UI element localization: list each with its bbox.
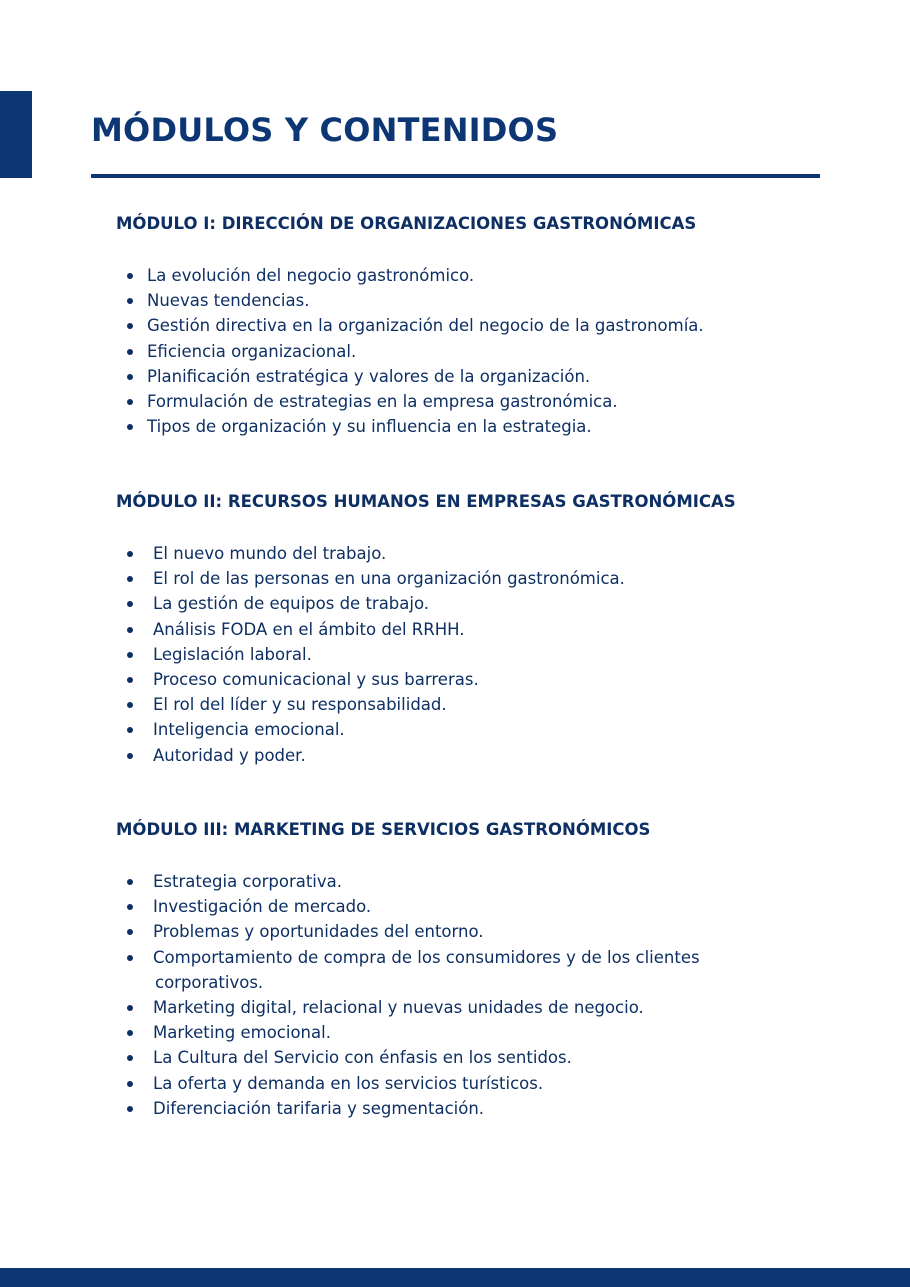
- list-item-text: Marketing emocional.: [153, 1023, 331, 1043]
- list-item-text: Proceso comunicacional y sus barreras.: [153, 670, 479, 690]
- bullet-icon: [127, 652, 133, 658]
- page-title: MÓDULOS Y CONTENIDOS: [91, 111, 559, 149]
- list-item-text: Investigación de mercado.: [153, 897, 372, 917]
- list-item-text: Problemas y oportunidades del entorno.: [153, 922, 484, 942]
- bullet-icon: [127, 1081, 133, 1087]
- list-item: [116, 1071, 816, 1096]
- list-item: [116, 389, 816, 414]
- list-item: [116, 894, 816, 919]
- bullet-icon: [127, 551, 133, 557]
- module-1-list: [116, 263, 816, 439]
- list-item: [116, 869, 816, 894]
- bullet-icon: [127, 1005, 133, 1011]
- list-item: [116, 313, 816, 338]
- list-item-text: La gestión de equipos de trabajo.: [153, 594, 430, 614]
- list-item-text: Gestión directiva en la organización del negocio de la gastronomía.: [147, 316, 704, 336]
- list-item: [116, 667, 816, 692]
- list-item-text: Formulación de estrategias en la empresa gastronómica.: [147, 392, 618, 412]
- list-item: [116, 541, 816, 566]
- list-item-text: Comportamiento de compra de los consumidores y de los clientes: [153, 947, 700, 967]
- bullet-icon: [127, 879, 133, 885]
- bullet-icon: [127, 727, 133, 733]
- bullet-icon: [127, 576, 133, 582]
- bullet-icon: [127, 929, 133, 935]
- list-item: [116, 995, 816, 1020]
- list-item-text: Diferenciación tarifaria y segmentación.: [153, 1098, 485, 1118]
- bullet-icon: [127, 1106, 133, 1112]
- list-item-text: Legislación laboral.: [153, 644, 312, 664]
- bullet-icon: [127, 601, 133, 607]
- module-2-list: [116, 541, 816, 768]
- bullet-icon: [127, 298, 133, 304]
- list-item: [116, 1045, 816, 1070]
- list-item-text: El nuevo mundo del trabajo.: [153, 544, 387, 563]
- list-item-text: Inteligencia emocional.: [153, 720, 345, 740]
- list-item-text: El rol de las personas en una organización gastronómica.: [153, 569, 625, 589]
- list-item: [116, 364, 816, 389]
- list-item: [116, 617, 816, 642]
- title-divider: [91, 174, 820, 178]
- module-3: [116, 818, 816, 1121]
- list-item: [116, 743, 816, 768]
- list-item-text: El rol del líder y su responsabilidad.: [153, 695, 447, 715]
- bullet-icon: [127, 904, 133, 910]
- bullet-icon: [127, 374, 133, 380]
- bullet-icon: [127, 273, 133, 279]
- list-item-text: Nuevas tendencias.: [147, 291, 310, 311]
- list-item-text: Eficiencia organizacional.: [147, 341, 357, 361]
- list-item: [116, 566, 816, 591]
- list-item-text: La oferta y demanda en los servicios turísticos.: [153, 1073, 544, 1093]
- list-item-text: Estrategia corporativa.: [153, 872, 343, 891]
- list-item: [116, 692, 816, 717]
- bullet-icon: [127, 627, 133, 633]
- list-item-text: Marketing digital, relacional y nuevas unidades de negocio.: [153, 998, 644, 1018]
- module-2: [116, 490, 816, 768]
- list-item: [116, 642, 816, 667]
- list-item: [116, 717, 816, 742]
- bullet-icon: [127, 753, 133, 759]
- list-item-text: Planificación estratégica y valores de la organización.: [147, 366, 591, 386]
- bullet-icon: [127, 424, 133, 430]
- list-item: [116, 1096, 816, 1121]
- bullet-icon: [127, 1055, 133, 1061]
- list-item: [116, 414, 816, 439]
- list-item: [116, 591, 816, 616]
- bullet-icon: [127, 323, 133, 329]
- bullet-icon: [127, 677, 133, 683]
- module-3-heading: MÓDULO III: MARKETING DE SERVICIOS GASTRONÓMICOS: [116, 820, 651, 839]
- list-item-text: Autoridad y poder.: [153, 745, 306, 765]
- list-item-text: Análisis FODA en el ámbito del RRHH.: [153, 619, 465, 639]
- bullet-icon: [127, 349, 133, 355]
- bullet-icon: [127, 399, 133, 405]
- list-item: [116, 1020, 816, 1045]
- list-item: [116, 919, 816, 944]
- bullet-icon: [127, 1030, 133, 1036]
- left-accent-bar: [0, 91, 32, 178]
- list-item-text: Tipos de organización y su influencia en la estrategia.: [147, 417, 592, 437]
- list-item: [116, 339, 816, 364]
- list-item: [116, 945, 816, 995]
- bullet-icon: [127, 702, 133, 708]
- module-1-heading: MÓDULO I: DIRECCIÓN DE ORGANIZACIONES GASTRONÓMICAS: [116, 214, 697, 233]
- list-item-text: La Cultura del Servicio con énfasis en los sentidos.: [153, 1048, 572, 1068]
- list-item: [116, 263, 816, 288]
- list-item-text-continuation: corporativos.: [155, 972, 264, 992]
- list-item-text: La evolución del negocio gastronómico.: [147, 266, 475, 285]
- footer-bar: [0, 1268, 910, 1287]
- module-3-list: [116, 869, 816, 1121]
- module-1: [116, 212, 816, 439]
- bullet-icon: [127, 955, 133, 961]
- module-2-heading: MÓDULO II: RECURSOS HUMANOS EN EMPRESAS GASTRONÓMICAS: [116, 492, 736, 511]
- list-item: [116, 288, 816, 313]
